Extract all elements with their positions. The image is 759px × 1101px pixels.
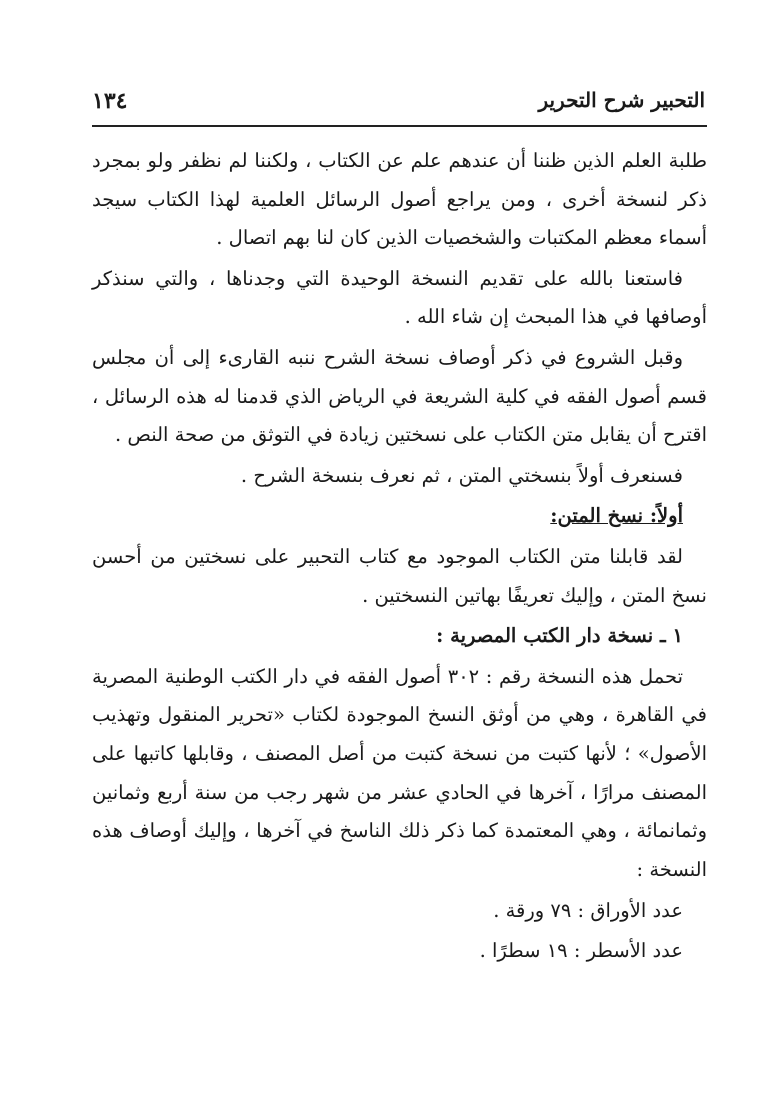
page-number: ١٣٤	[92, 88, 128, 114]
paragraph-1: طلبة العلم الذين ظننا أن عندهم علم عن الكتاب ، ولكننا لم نظفر ولو بمجرد ذكر لنسخة أخرى ، ومن يراجع أصول الرسائل العلمية لهذا الكتاب سيجد أسماء معظم المكتبات والشخصيات الذين كان لنا بهم اتصال .	[92, 149, 707, 250]
list-item-leaves: عدد الأوراق : ٧٩ ورقة .	[493, 899, 683, 923]
subsection-heading-egyptian-copy: ١ ـ نسخة دار الكتب المصرية :	[436, 624, 683, 648]
paragraph-2: فاستعنا بالله على تقديم النسخة الوحيدة التي وجدناها ، والتي سنذكر أوصافها في هذا المبحث إن شاء الله .	[92, 266, 707, 329]
page-body	[92, 142, 707, 971]
paragraph-6: تحمل هذه النسخة رقم : ٣٠٢ أصول الفقه في دار الكتب الوطنية المصرية في القاهرة ، وهي من أوثق النسخ الموجودة لكتاب «تحرير المنقول وتهذيب الأصول» ؛ لأنها كتبت من نسخة كتبت من أصل المصنف ، وقابلها كاتبها على المصنف مرارًا ، آخرها في الحادي عشر من شهر رجب من سنة أربع وثمانين وثمانمائة ، وهي المعتمدة كما ذكر ذلك الناسخ في آخرها ، وإليك أوصاف هذه النسخة :	[92, 664, 707, 881]
section-heading-text: أولاً: نسخ المتن:	[550, 504, 683, 528]
running-title: التحبير شرح التحرير	[538, 88, 705, 112]
header-rule	[92, 125, 707, 127]
section-heading-matn-copies	[92, 497, 707, 536]
page-header	[92, 84, 705, 124]
paragraph-4: فسنعرف أولاً بنسختي المتن ، ثم نعرف بنسخة الشرح .	[240, 463, 683, 487]
paragraph-3: وقبل الشروع في ذكر أوصاف نسخة الشرح ننبه القارىء إلى أن مجلس قسم أصول الفقه في كلية الشريعة في الرياض الذي قدمنا له هذه الرسائل ، اقترح أن يقابل متن الكتاب على نسختين زيادة في التوثق من صحة النص .	[92, 345, 707, 447]
list-item-lines: عدد الأسطر : ١٩ سطرًا .	[479, 939, 683, 963]
paragraph-5: لقد قابلنا متن الكتاب الموجود مع كتاب التحبير على نسختين من أحسن نسخ المتن ، وإليك تعريفًا بهاتين النسختين .	[92, 544, 707, 607]
